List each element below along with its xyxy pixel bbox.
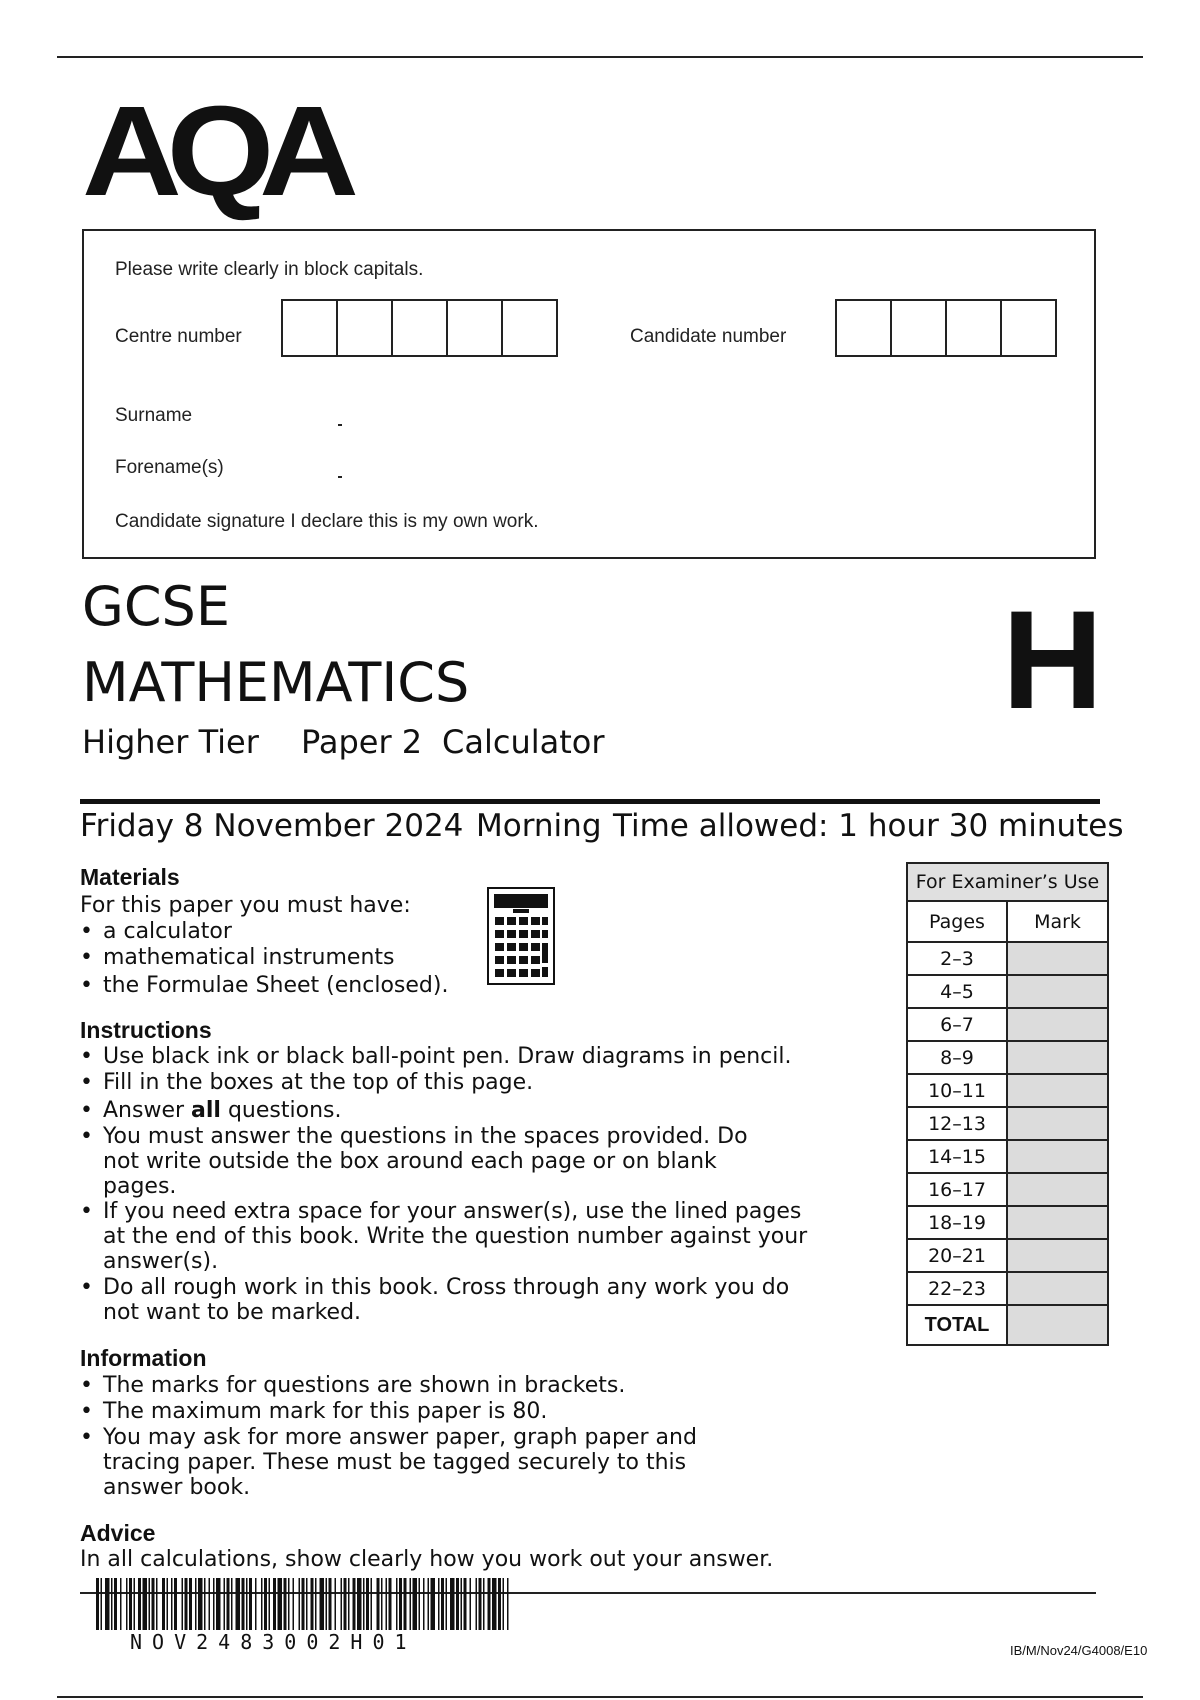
total-mark-cell[interactable]	[1007, 1305, 1108, 1345]
forename-label: Forename(s)	[115, 457, 224, 478]
bullet: •	[80, 1044, 93, 1069]
bullet: •	[80, 1425, 93, 1450]
instruction-item: Use black ink or black ball-point pen. Draw diagrams in pencil.	[103, 1044, 792, 1069]
mark-cell[interactable]	[1007, 975, 1108, 1008]
pages-cell: 4–5	[907, 975, 1007, 1008]
candidate-number-label: Candidate number	[630, 326, 787, 347]
instruction-item-line: pages.	[103, 1174, 177, 1199]
pages-cell: 2–3	[907, 942, 1007, 975]
calculator-icon	[487, 887, 555, 985]
pages-cell: 12–13	[907, 1107, 1007, 1140]
mark-cell[interactable]	[1007, 1107, 1108, 1140]
pages-cell: 16–17	[907, 1173, 1007, 1206]
instruction-item-line: Do all rough work in this book. Cross through any work you do	[103, 1275, 790, 1300]
exam-date: Friday 8 November 2024	[80, 808, 464, 844]
paper-reference: IB/M/Nov24/G4008/E10	[1010, 1643, 1148, 1658]
mark-cell[interactable]	[1007, 1206, 1108, 1239]
surname-field[interactable]	[338, 424, 342, 426]
mark-cell[interactable]	[1007, 1140, 1108, 1173]
mark-cell[interactable]	[1007, 1074, 1108, 1107]
signature-label: Candidate signature I declare this is my own work.	[115, 511, 539, 532]
bullet: •	[80, 1199, 93, 1224]
pages-cell: 10–11	[907, 1074, 1007, 1107]
instruction-item-line: If you need extra space for your answer(s), use the lined pages	[103, 1199, 802, 1224]
bullet: •	[80, 1124, 93, 1149]
pages-column-header: Pages	[907, 901, 1007, 942]
centre-number-label: Centre number	[115, 326, 242, 347]
instruction-emphasis: all	[191, 1098, 221, 1123]
centre-number-boxes	[281, 299, 556, 357]
title-divider	[80, 799, 1100, 804]
centre-digit-box[interactable]	[501, 299, 558, 357]
centre-digit-box[interactable]	[336, 299, 393, 357]
materials-item: a calculator	[103, 919, 232, 944]
paper-label: Paper 2	[301, 723, 423, 761]
materials-item: mathematical instruments	[103, 945, 395, 970]
pages-cell: 8–9	[907, 1041, 1007, 1074]
bullet: •	[80, 1070, 93, 1095]
centre-digit-box[interactable]	[391, 299, 448, 357]
pages-cell: 14–15	[907, 1140, 1007, 1173]
instruction-item-line: not want to be marked.	[103, 1300, 362, 1325]
examiners-use-title: For Examiner’s Use	[907, 863, 1108, 901]
bullet: •	[80, 919, 93, 944]
candidate-digit-box[interactable]	[1000, 299, 1057, 357]
bullet: •	[80, 1098, 93, 1123]
materials-item: the Formulae Sheet (enclosed).	[103, 973, 449, 998]
instruction-item	[103, 1100, 341, 1122]
candidate-digit-box[interactable]	[890, 299, 947, 357]
barcode-image	[96, 1578, 512, 1630]
tier-label: Higher Tier	[82, 723, 259, 761]
mark-cell[interactable]	[1007, 1041, 1108, 1074]
information-heading: Information	[80, 1345, 207, 1371]
centre-digit-box[interactable]	[446, 299, 503, 357]
instruction-item-line: You must answer the questions in the spaces provided. Do	[103, 1124, 748, 1149]
materials-heading: Materials	[80, 864, 180, 890]
pages-cell: 6–7	[907, 1008, 1007, 1041]
bottom-rule	[57, 1696, 1143, 1698]
time-allowed: Time allowed: 1 hour 30 minutes	[613, 808, 1124, 844]
bullet: •	[80, 1275, 93, 1300]
top-rule	[57, 56, 1143, 58]
examiners-use-table	[906, 862, 1109, 1346]
information-item: The maximum mark for this paper is 80.	[103, 1399, 548, 1424]
instruction-item-line: not write outside the box around each page or on blank	[103, 1149, 717, 1174]
tier-letter: H	[1002, 581, 1104, 738]
instruction-item-line: answer(s).	[103, 1249, 219, 1274]
bullet: •	[80, 1399, 93, 1424]
candidate-digit-box[interactable]	[835, 299, 892, 357]
exam-session: Morning	[476, 808, 602, 844]
bullet: •	[80, 1373, 93, 1398]
forename-field[interactable]	[338, 476, 342, 478]
surname-label: Surname	[115, 405, 193, 426]
candidate-digit-box[interactable]	[945, 299, 1002, 357]
total-label: TOTAL	[907, 1305, 1007, 1345]
mark-cell[interactable]	[1007, 1272, 1108, 1305]
instructions-heading: Instructions	[80, 1017, 212, 1043]
candidate-details-box	[82, 229, 1096, 559]
pages-cell: 20–21	[907, 1239, 1007, 1272]
mark-cell[interactable]	[1007, 1008, 1108, 1041]
barcode-number: NOV2483002H01	[130, 1630, 417, 1654]
information-item-line: tracing paper. These must be tagged securely to this	[103, 1450, 687, 1475]
information-item-line: answer book.	[103, 1475, 251, 1500]
instruction-item: Fill in the boxes at the top of this page.	[103, 1070, 534, 1095]
mark-column-header: Mark	[1007, 901, 1108, 942]
instruction-item-line: at the end of this book. Write the question number against your	[103, 1224, 808, 1249]
centre-digit-box[interactable]	[281, 299, 338, 357]
advice-text: In all calculations, show clearly how you work out your answer.	[80, 1547, 774, 1572]
block-capitals-instruction: Please write clearly in block capitals.	[115, 259, 424, 280]
mark-cell[interactable]	[1007, 1173, 1108, 1206]
subject-title: MATHEMATICS	[82, 651, 470, 714]
pages-cell: 22–23	[907, 1272, 1007, 1305]
pages-cell: 18–19	[907, 1206, 1007, 1239]
calculator-label: Calculator	[442, 723, 605, 761]
mark-cell[interactable]	[1007, 1239, 1108, 1272]
advice-heading: Advice	[80, 1520, 156, 1546]
instruction-text: Answer	[103, 1098, 192, 1123]
instruction-text: questions.	[220, 1098, 342, 1123]
materials-intro: For this paper you must have:	[80, 893, 411, 918]
aqa-logo: AQA	[82, 80, 344, 223]
bullet: •	[80, 973, 93, 998]
mark-cell[interactable]	[1007, 942, 1108, 975]
bullet: •	[80, 945, 93, 970]
information-item: The marks for questions are shown in brackets.	[103, 1373, 626, 1398]
qualification-title: GCSE	[82, 575, 230, 638]
information-item-line: You may ask for more answer paper, graph paper and	[103, 1425, 697, 1450]
candidate-number-boxes	[835, 299, 1055, 357]
